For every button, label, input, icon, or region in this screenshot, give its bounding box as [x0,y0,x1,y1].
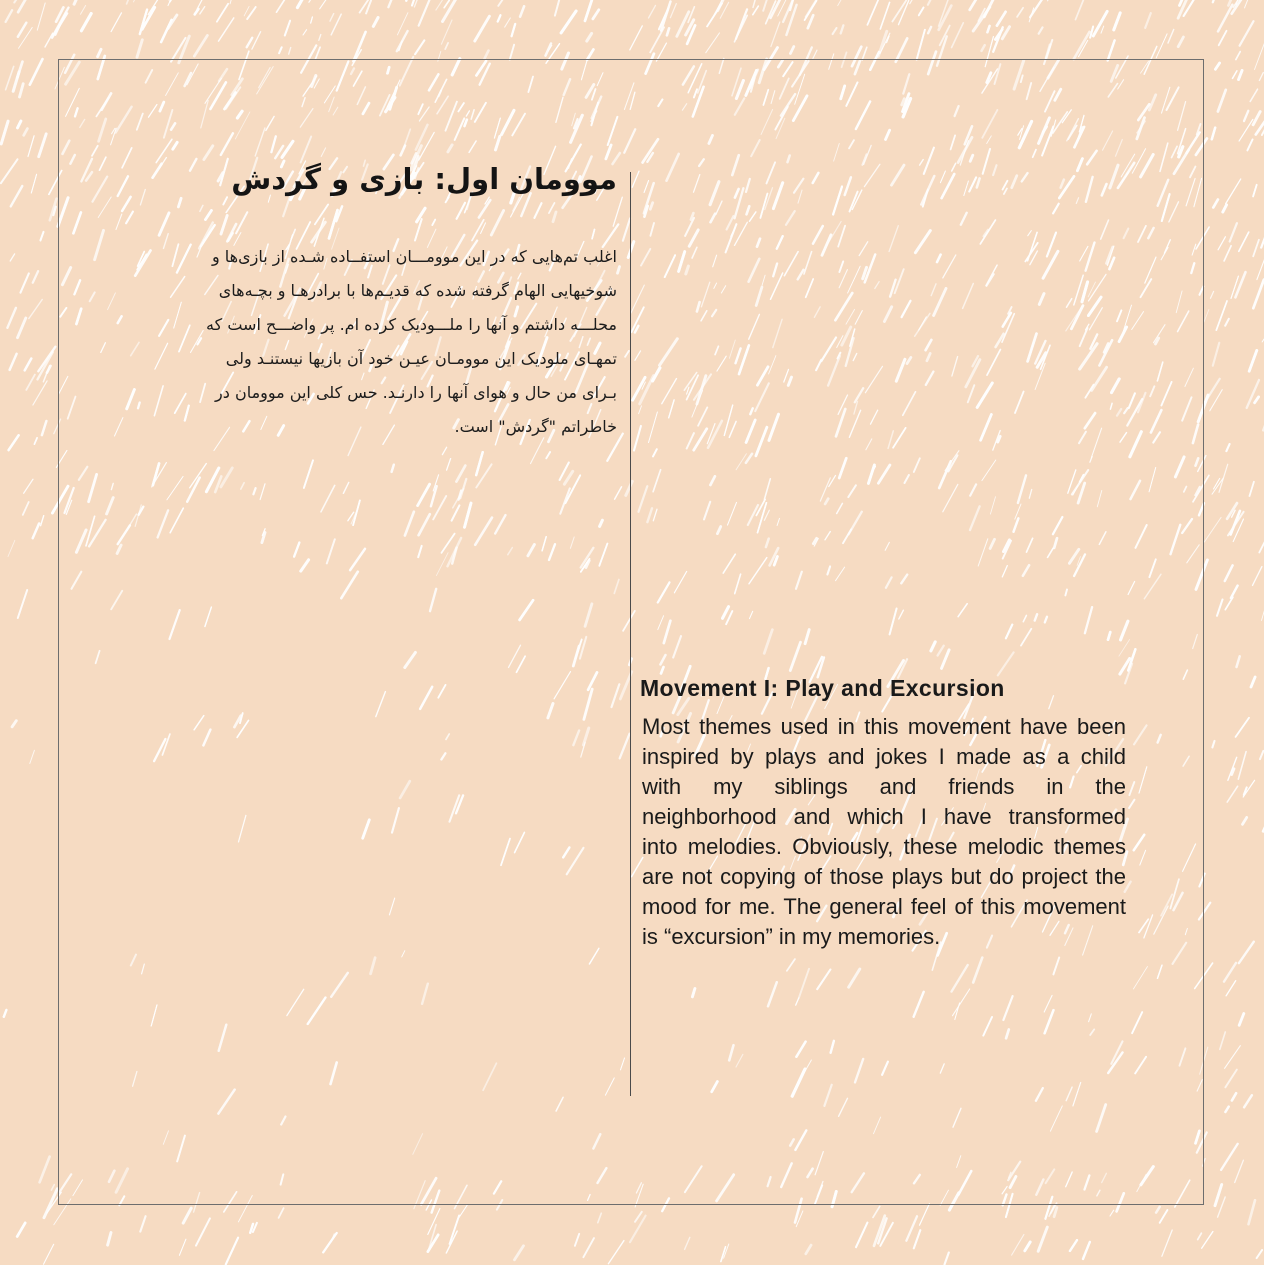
scratch-stroke [277,0,294,12]
scratch-stroke [1225,319,1229,326]
scratch-stroke [1235,272,1245,297]
scratch-stroke [56,13,66,35]
scratch-stroke [753,0,757,7]
scratch-stroke [1251,677,1255,687]
scratch-stroke [39,134,47,157]
persian-title: موومان اول: بازی و گردش [231,162,617,196]
scratch-stroke [51,1185,54,1191]
scratch-stroke [37,3,45,30]
scratch-stroke [790,47,793,54]
scratch-stroke [649,5,656,18]
scratch-stroke [444,0,449,7]
scratch-stroke [763,0,772,11]
scratch-stroke [945,1253,949,1265]
scratch-stroke [247,38,253,47]
scratch-stroke [331,14,341,35]
scratch-stroke [42,421,47,435]
scratch-stroke [44,1244,54,1264]
page-frame [58,59,1204,1205]
scratch-stroke [33,271,38,283]
scratch-stroke [1240,21,1254,46]
scratch-stroke [330,14,334,22]
scratch-stroke [183,1208,191,1223]
scratch-stroke [40,1157,50,1183]
scratch-stroke [11,186,23,206]
scratch-stroke [1225,1107,1228,1112]
scratch-stroke [98,49,101,56]
scratch-stroke [279,47,282,53]
english-paragraph [642,712,1126,952]
scratch-stroke [555,0,562,16]
scratch-stroke [856,1223,867,1248]
scratch-stroke [1259,73,1263,81]
persian-line: بـرای من حال و هوای آنها را دارنـد. حس کلی این موومان در [215,383,617,402]
scratch-stroke [1225,1070,1236,1088]
scratch-stroke [670,4,676,18]
scratch-stroke [25,359,32,371]
scratch-stroke [1204,310,1209,323]
scratch-stroke [910,0,920,4]
scratch-stroke [1249,350,1257,371]
scratch-stroke [309,0,326,2]
scratch-stroke [279,1208,284,1218]
scratch-stroke [111,13,121,32]
scratch-stroke [1213,343,1220,366]
scratch-stroke [1243,780,1254,797]
scratch-stroke [446,1231,457,1253]
scratch-stroke [1093,11,1107,36]
scratch-stroke [23,502,29,515]
scratch-stroke [323,1233,337,1252]
scratch-stroke [6,10,13,22]
scratch-stroke [1226,444,1229,451]
scratch-stroke [984,0,994,17]
scratch-stroke [170,0,176,2]
scratch-stroke [415,40,424,54]
scratch-stroke [285,21,290,36]
scratch-stroke [593,10,599,19]
scratch-stroke [443,0,459,21]
column-divider [630,172,631,1096]
scratch-stroke [1245,0,1251,8]
scratch-stroke [1219,31,1227,46]
scratch-stroke [81,14,91,31]
scratch-stroke [30,59,43,85]
scratch-stroke [24,129,28,136]
scratch-stroke [630,1216,646,1243]
english-line: with my siblings and friends in the [642,774,1126,799]
scratch-stroke [311,17,313,23]
scratch-stroke [44,1189,57,1218]
scratch-stroke [1225,597,1233,610]
scratch-stroke [34,438,37,444]
scratch-stroke [315,47,320,59]
scratch-stroke [1218,90,1226,112]
scratch-stroke [1039,27,1043,33]
scratch-stroke [18,23,26,37]
scratch-stroke [928,27,931,33]
scratch-stroke [1244,111,1248,121]
scratch-stroke [30,750,35,763]
scratch-stroke [914,1230,921,1248]
scratch-stroke [414,0,418,7]
persian-line: تمهـای ملودیک این موومـان عیـن خود آن بازیها نیستنـد ولی [225,349,617,368]
scratch-stroke [1213,200,1218,208]
scratch-stroke [707,4,722,27]
english-line: into melodies. Obviously, these melodic themes [642,834,1126,859]
scratch-stroke [1218,1197,1226,1217]
scratch-stroke [1215,1185,1222,1206]
persian-line: شوخیهایی الهام گرفته شده که قدیـم‌ها با برادرهـا و بچـه‌های [218,281,617,300]
scratch-stroke [47,366,51,373]
scratch-stroke [1178,37,1183,47]
scratch-stroke [1223,205,1227,212]
scratch-stroke [219,18,234,41]
scratch-stroke [445,43,448,49]
english-line: are not copying of those plays but do project the [642,864,1126,889]
scratch-stroke [1260,751,1263,759]
scratch-stroke [1232,1093,1236,1100]
scratch-stroke [1212,741,1214,748]
scratch-stroke [1253,185,1257,197]
scratch-stroke [1220,1032,1226,1049]
persian-line: محلـــه داشتم و آنها را ملـــودیک کرده ام. پر واضـــح است که [206,315,617,334]
english-line: inspired by plays and jokes I made as a child [642,744,1126,769]
scratch-stroke [873,1206,880,1217]
scratch-stroke [168,0,178,6]
scratch-stroke [108,1233,111,1246]
scratch-stroke [771,22,780,47]
persian-paragraph [130,240,617,444]
scratch-stroke [1160,1210,1168,1223]
scratch-stroke [226,1238,238,1265]
scratch-stroke [194,35,207,56]
scratch-stroke [1038,1227,1047,1251]
scratch-stroke [1156,34,1167,58]
scratch-stroke [168,15,177,29]
scratch-stroke [498,0,508,6]
scratch-stroke [1076,0,1087,20]
scratch-stroke [806,1245,811,1254]
scratch-stroke [20,84,24,97]
scratch-stroke [685,1237,690,1249]
scratch-stroke [33,381,47,405]
english-line: mood for me. The general feel of this movement [642,894,1126,919]
scratch-stroke [598,1213,602,1223]
scratch-stroke [485,51,489,59]
scratch-stroke [6,66,14,89]
scratch-stroke [195,9,199,14]
scratch-stroke [475,16,490,41]
scratch-stroke [1168,30,1174,44]
scratch-stroke [667,28,669,35]
scratch-stroke [1054,1208,1057,1217]
scratch-stroke [45,33,53,47]
scratch-stroke [1238,752,1246,780]
scratch-stroke [919,8,924,16]
scratch-stroke [1253,240,1259,256]
scratch-stroke [29,300,42,319]
scratch-stroke [1048,0,1054,1]
scratch-stroke [1239,1014,1244,1026]
scratch-stroke [17,1223,25,1237]
scratch-stroke [1025,1242,1030,1251]
scratch-stroke [1230,223,1237,241]
scratch-stroke [441,20,452,44]
scratch-stroke [1145,13,1151,28]
persian-line: اغلب تم‌هایی که در این موومـــان استفــاده شـده از بازی‌ها و [211,247,617,266]
scratch-stroke [841,25,844,33]
scratch-stroke [74,0,82,4]
scratch-stroke [406,0,411,1]
scratch-stroke [1030,0,1047,17]
scratch-stroke [244,6,249,16]
scratch-stroke [1247,139,1252,150]
scratch-stroke [1253,567,1262,586]
scratch-stroke [561,11,576,33]
scratch-stroke [997,12,1006,26]
scratch-stroke [917,30,925,60]
scratch-stroke [1198,1233,1202,1239]
scratch-stroke [1253,280,1264,309]
scratch-stroke [1236,52,1240,60]
scratch-stroke [587,33,592,41]
scratch-stroke [200,7,205,14]
scratch-stroke [31,174,36,193]
scratch-stroke [1250,89,1257,101]
scratch-stroke [28,136,34,157]
scratch-stroke [1114,13,1120,30]
scratch-stroke [303,30,307,35]
scratch-stroke [230,0,237,4]
scratch-stroke [510,45,514,60]
scratch-stroke [18,121,21,128]
scratch-stroke [1070,1240,1077,1251]
scratch-stroke [505,18,511,27]
scratch-stroke [4,1010,7,1017]
scratch-stroke [1218,5,1232,32]
english-line: neighborhood and which I have transformed [642,804,1126,829]
scratch-stroke [1083,1242,1090,1259]
scratch-stroke [585,0,592,21]
scratch-stroke [8,540,15,556]
scratch-stroke [735,15,748,41]
scratch-stroke [252,32,261,49]
scratch-stroke [1250,482,1254,496]
scratch-stroke [867,0,878,25]
scratch-stroke [520,6,524,16]
scratch-stroke [1012,1235,1024,1256]
scratch-stroke [928,0,939,5]
scratch-stroke [1228,757,1237,780]
scratch-stroke [1235,1160,1244,1182]
scratch-stroke [41,516,44,526]
scratch-stroke [1217,600,1223,616]
scratch-stroke [1221,1144,1238,1170]
scratch-stroke [1237,656,1240,667]
scratch-stroke [196,1218,210,1245]
scratch-stroke [1226,179,1241,204]
scratch-stroke [1048,0,1054,1]
scratch-stroke [1227,786,1237,802]
scratch-stroke [987,26,989,32]
scratch-stroke [906,1216,917,1240]
scratch-stroke [1226,981,1236,996]
scratch-stroke [982,45,985,51]
scratch-stroke [1239,232,1249,251]
scratch-stroke [1225,1046,1241,1069]
scratch-stroke [140,1216,145,1231]
persian-line: خاطراتم "گردش" است. [454,417,617,436]
scratch-stroke [1215,63,1219,69]
scratch-stroke [635,1212,642,1222]
scratch-stroke [1247,380,1259,408]
scratch-stroke [320,0,338,9]
scratch-stroke [459,1205,468,1218]
scratch-stroke [970,0,985,10]
scratch-stroke [1225,565,1233,581]
scratch-stroke [1211,291,1214,298]
scratch-stroke [838,0,846,6]
scratch-stroke [450,1216,460,1244]
scratch-stroke [18,0,31,12]
scratch-stroke [1259,534,1264,552]
scratch-stroke [1224,246,1231,261]
scratch-stroke [40,232,43,241]
scratch-stroke [13,72,19,92]
scratch-stroke [33,524,39,539]
scratch-stroke [630,26,643,50]
scratch-stroke [217,4,228,22]
scratch-stroke [1253,112,1260,125]
scratch-stroke [515,1246,524,1260]
scratch-stroke [247,7,256,19]
scratch-stroke [7,308,16,328]
scratch-stroke [436,0,445,10]
scratch-stroke [134,0,146,2]
scratch-stroke [1074,32,1090,59]
scratch-stroke [309,0,326,2]
scratch-stroke [419,0,430,26]
scratch-stroke [179,1239,186,1255]
scratch-stroke [808,15,813,28]
scratch-stroke [1046,45,1050,58]
scratch-stroke [1213,0,1219,2]
scratch-stroke [26,375,35,390]
english-line: Most themes used in this movement have been [642,714,1126,739]
scratch-stroke [1244,1095,1252,1107]
scratch-stroke [81,6,86,15]
scratch-stroke [1108,40,1115,60]
scratch-stroke [18,590,27,618]
scratch-stroke [1224,963,1236,982]
scratch-stroke [1243,817,1247,824]
scratch-stroke [952,23,964,48]
scratch-stroke [1239,70,1243,79]
scratch-stroke [1017,8,1023,17]
scratch-stroke [1156,1207,1160,1213]
scratch-stroke [397,31,408,51]
scratch-stroke [24,479,33,493]
scratch-stroke [1110,1210,1114,1216]
scratch-stroke [1257,252,1264,279]
scratch-stroke [880,2,889,29]
scratch-stroke [1218,237,1225,250]
scratch-stroke [1202,1232,1213,1249]
scratch-stroke [9,435,19,450]
scratch-stroke [137,40,142,57]
scratch-stroke [373,18,378,27]
scratch-stroke [575,1234,579,1246]
scratch-stroke [1,159,18,183]
scratch-stroke [353,32,365,61]
scratch-stroke [1101,26,1104,33]
scratch-stroke [920,1204,930,1226]
scratch-stroke [833,28,837,34]
english-line: is “excursion” in my memories. [642,924,941,949]
scratch-stroke [583,1238,594,1257]
scratch-stroke [277,0,294,12]
scratch-stroke [289,48,291,55]
scratch-stroke [1249,1200,1256,1224]
scratch-stroke [805,1,817,20]
scratch-stroke [1239,119,1253,141]
scratch-stroke [1162,1230,1172,1256]
scratch-stroke [319,35,321,41]
scratch-stroke [1233,71,1237,79]
scratch-stroke [813,50,817,58]
scratch-stroke [1257,1250,1263,1258]
scratch-stroke [512,24,516,36]
scratch-stroke [1255,41,1264,70]
scratch-stroke [1231,586,1238,598]
scratch-stroke [12,721,16,727]
scratch-stroke [546,44,552,56]
scratch-stroke [1255,397,1259,403]
scratch-stroke [10,354,17,370]
scratch-stroke [1204,517,1221,542]
scratch-stroke [608,1241,624,1264]
english-title: Movement I: Play and Excursion [640,675,1005,701]
scratch-stroke [18,318,26,338]
scratch-stroke [1236,718,1249,737]
scratch-stroke [498,15,501,21]
scratch-stroke [1239,942,1254,963]
scratch-stroke [1,121,8,144]
scratch-stroke [10,254,14,261]
scratch-stroke [706,33,720,53]
scratch-stroke [21,274,29,293]
scratch-stroke [127,0,133,4]
scratch-stroke [388,0,395,7]
scratch-stroke [1212,128,1215,140]
scratch-stroke [38,347,55,372]
